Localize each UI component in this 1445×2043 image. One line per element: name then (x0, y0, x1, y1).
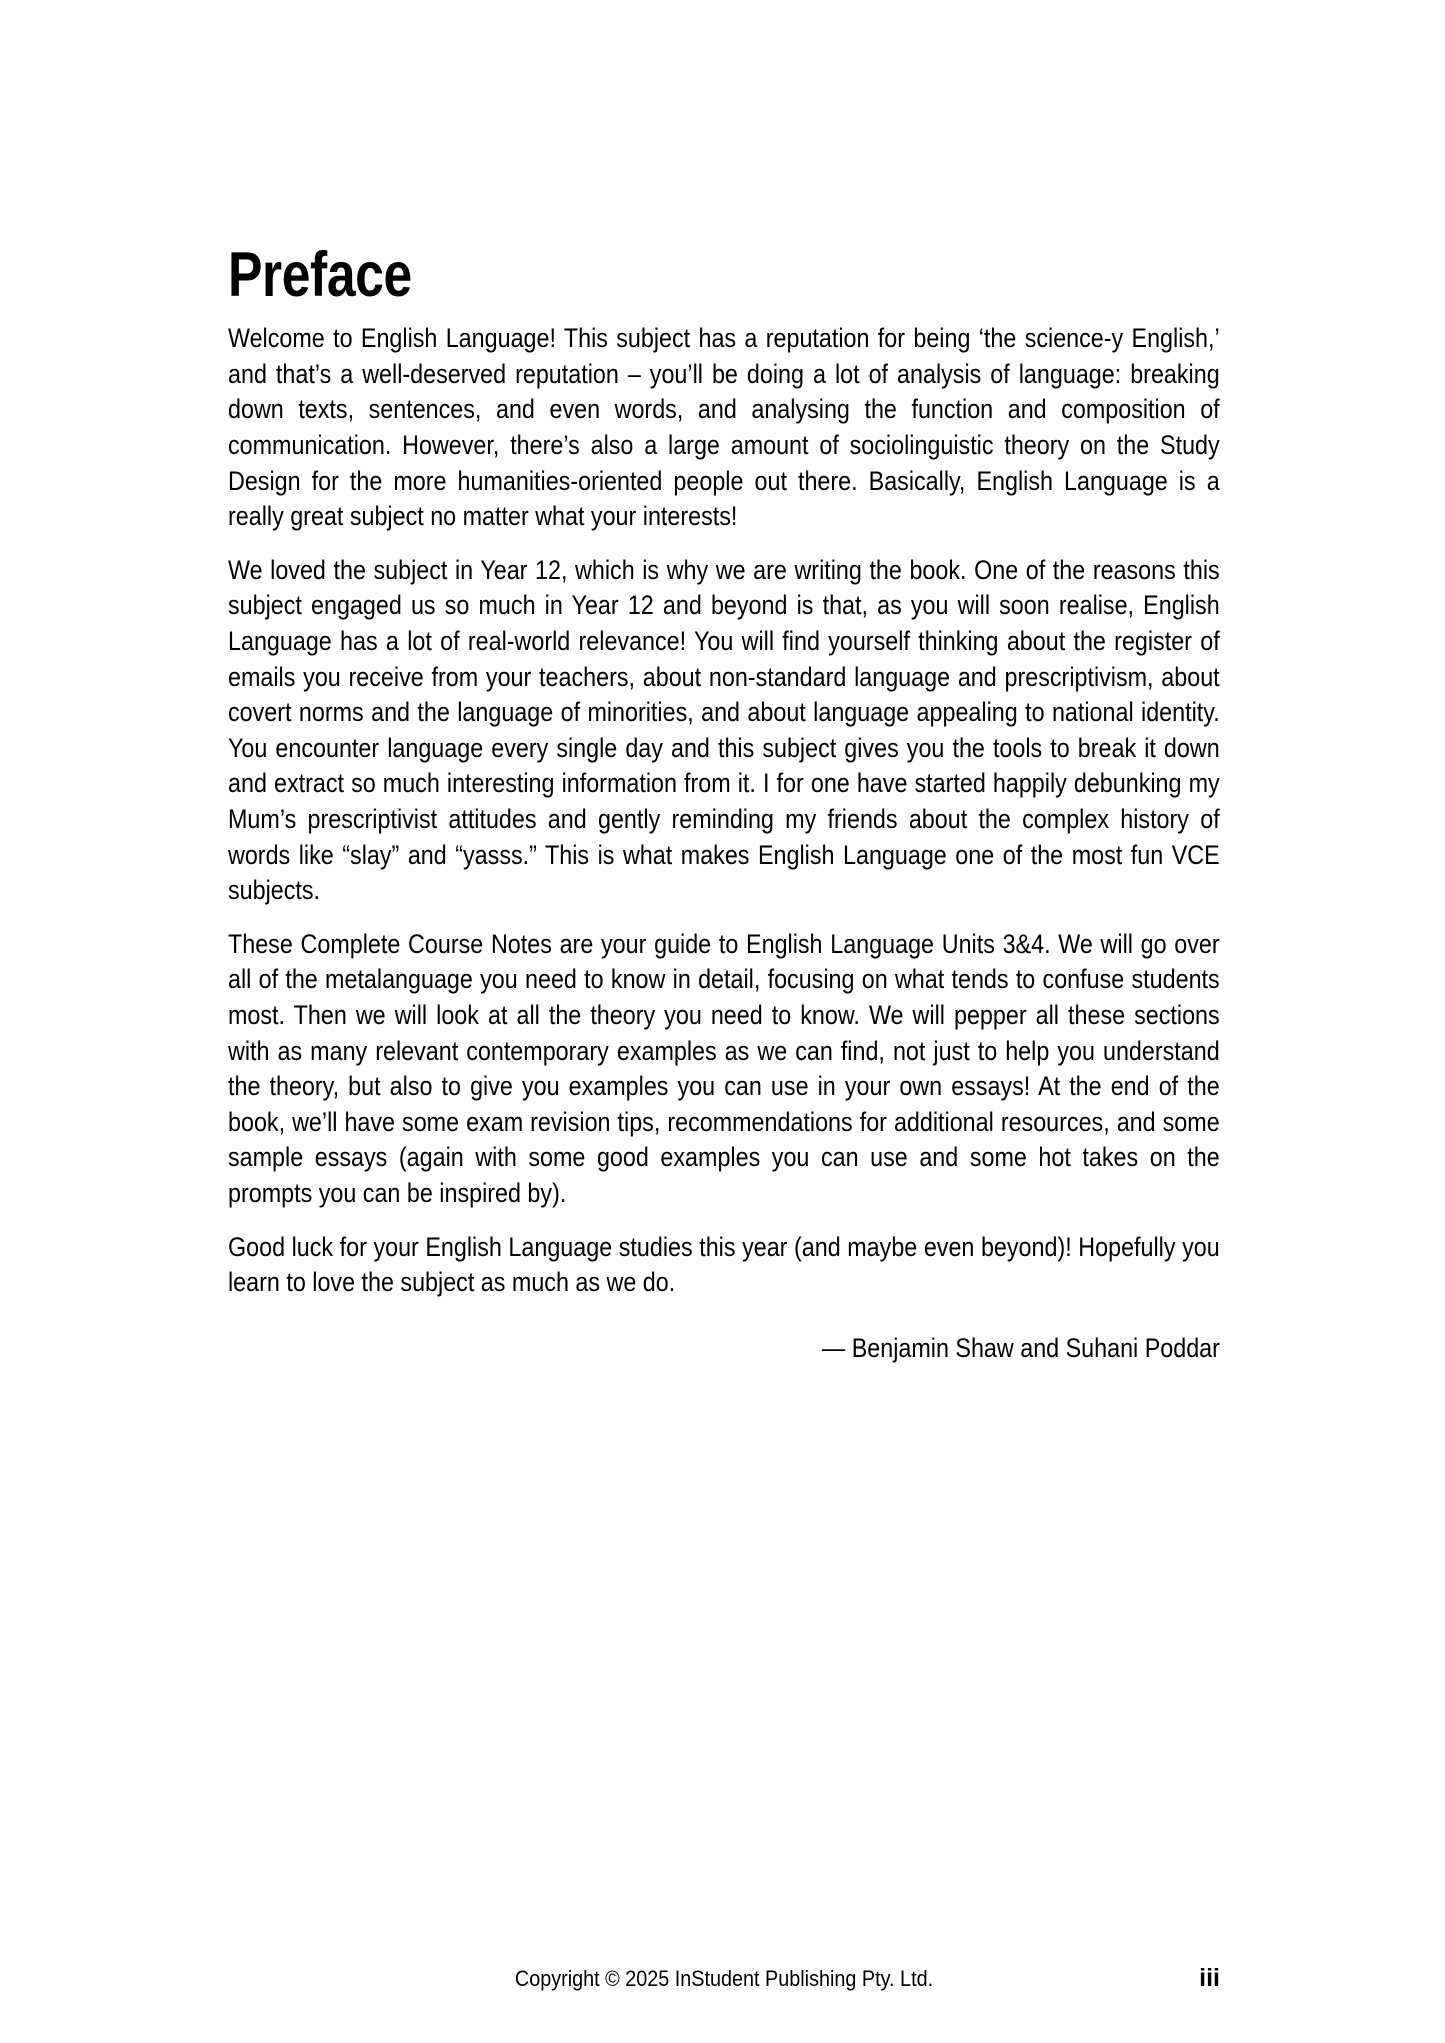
author-signature: — Benjamin Shaw and Suhani Poddar (822, 1332, 1220, 1363)
page-footer (228, 1966, 1220, 2000)
page-title: Preface (228, 240, 412, 310)
preface-paragraph-1: Welcome to English Language! This subject has a reputation for being ‘the science-y English,’ and that’s a well-deserved reputation – you’ll be doing a lot of analysis of language: breaking down texts, sentences, and even words, and analysing the function and composition of communication. However, there’s also a large amount of sociolinguistic theory on the Study Design for the more humanities-oriented people out there. Basically, English Language is a really great subject no matter what your interests! (228, 323, 1220, 532)
preface-paragraph-4: Good luck for your English Language studies this year (and maybe even beyond)! Hopefully you learn to love the subject as much as we do. (228, 1231, 1220, 1298)
preface-paragraph-3: These Complete Course Notes are your guide to English Language Units 3&4. We will go over all of the metalanguage you need to know in detail, focusing on what tends to confuse students most. Then we will look at all the theory you need to know. We will pepper all these sections with as many relevant contemporary examples as we can find, not just to help you understand the theory, but also to give you examples you can use in your own essays! At the end of the book, we’ll have some exam revision tips, recommendations for additional resources, and some sample essays (again with some good examples you can use and some hot takes on the prompts you can be inspired by). (228, 928, 1220, 1208)
preface-paragraph-2: We loved the subject in Year 12, which is why we are writing the book. One of the reasons this subject engaged us so much in Year 12 and beyond is that, as you will soon realise, English Language has a lot of real-world relevance! You will find yourself thinking about the register of emails you receive from your teachers, about non-standard language and prescriptivism, about covert norms and the language of minorities, and about language appealing to national identity. You encounter language every single day and this subject gives you the tools to break it down and extract so much interesting information from it. I for one have started happily debunking my Mum’s prescriptivist attitudes and gently reminding my friends about the complex history of words like “slay” and “yasss.” This is what makes English Language one of the most fun VCE subjects. (228, 554, 1220, 906)
footer-page-number: iii (1199, 1964, 1220, 1992)
preface-content (228, 240, 1220, 1366)
footer-copyright: Copyright © 2025 InStudent Publishing Pty. Ltd. (514, 1966, 934, 1991)
